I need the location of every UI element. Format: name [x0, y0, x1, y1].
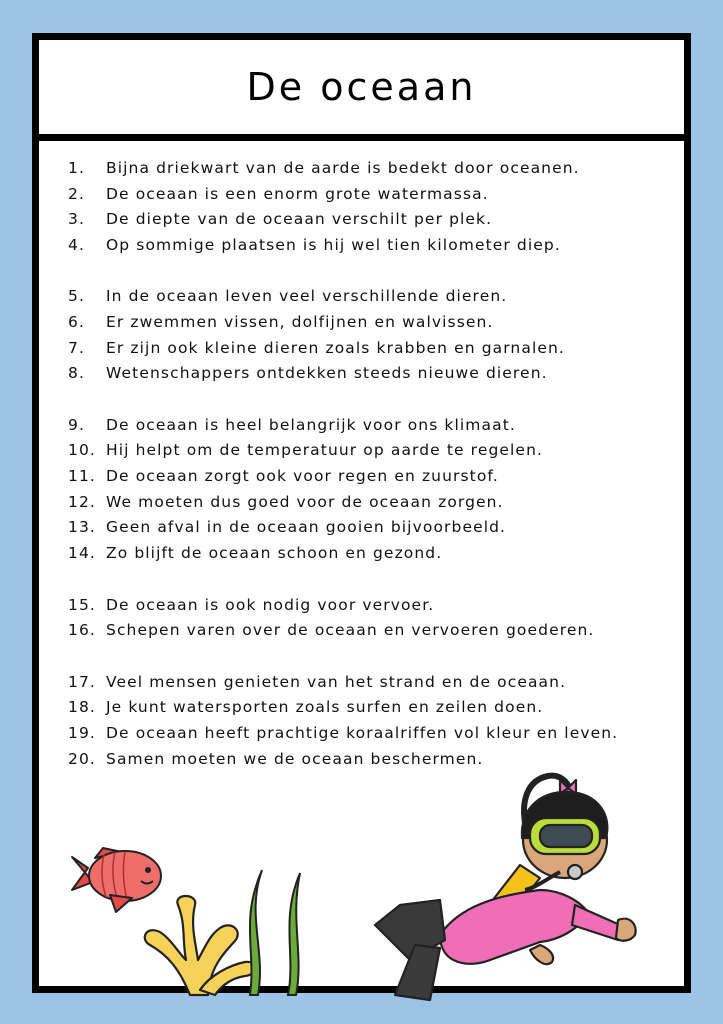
item-text: Je kunt watersporten zoals surfen en zeilen doen. [106, 698, 544, 717]
page-title: De oceaan [246, 65, 477, 109]
list-item [68, 463, 674, 489]
item-number: 3. [68, 210, 85, 229]
item-text: Er zwemmen vissen, dolfijnen en walvissen. [106, 312, 494, 331]
list-item [68, 746, 674, 772]
list-item [68, 361, 674, 387]
item-text: De diepte van de oceaan verschilt per plek. [106, 210, 493, 229]
item-text: Wetenschappers ontdekken steeds nieuwe dieren. [106, 364, 548, 383]
item-number: 1. [68, 158, 85, 177]
item-number: 14. [68, 544, 96, 563]
item-number: 5. [68, 287, 85, 306]
item-number: 9. [68, 415, 85, 434]
item-number: 12. [68, 492, 96, 511]
item-number: 16. [68, 621, 96, 640]
list-item [68, 232, 674, 258]
list-item [68, 412, 674, 438]
list-item [68, 283, 674, 309]
item-number: 10. [68, 441, 96, 460]
list-item [68, 694, 674, 720]
item-text: Schepen varen over de oceaan en vervoeren goederen. [106, 621, 595, 640]
item-text: Er zijn ook kleine dieren zoals krabben en garnalen. [106, 338, 565, 357]
item-text: In de oceaan leven veel verschillende dieren. [106, 287, 508, 306]
group-spacer [68, 643, 674, 669]
item-number: 2. [68, 184, 85, 203]
item-number: 19. [68, 723, 96, 742]
item-number: 15. [68, 595, 96, 614]
item-number: 4. [68, 235, 85, 254]
item-text: De oceaan zorgt ook voor regen en zuurstof. [106, 467, 499, 486]
item-text: Op sommige plaatsen is hij wel tien kilometer diep. [106, 235, 561, 254]
item-number: 18. [68, 698, 96, 717]
group-spacer [68, 258, 674, 284]
list-item [68, 489, 674, 515]
sentence-list [68, 155, 674, 772]
item-text: De oceaan is heel belangrijk voor ons klimaat. [106, 415, 516, 434]
list-item [68, 515, 674, 541]
item-text: Hij helpt om de temperatuur op aarde te regelen. [106, 441, 544, 460]
item-text: De oceaan heeft prachtige koraalriffen vol kleur en leven. [106, 723, 619, 742]
group-spacer [68, 566, 674, 592]
item-number: 7. [68, 338, 85, 357]
group-spacer [68, 386, 674, 412]
list-item [68, 181, 674, 207]
item-number: 6. [68, 312, 85, 331]
list-item [68, 155, 674, 181]
list-item [68, 438, 674, 464]
list-item [68, 206, 674, 232]
list-item [68, 540, 674, 566]
list-item [68, 309, 674, 335]
item-number: 11. [68, 467, 96, 486]
list-item [68, 669, 674, 695]
list-item [68, 335, 674, 361]
item-number: 20. [68, 749, 96, 768]
item-text: We moeten dus goed voor de oceaan zorgen. [106, 492, 504, 511]
item-text: Veel mensen genieten van het strand en de oceaan. [106, 672, 567, 691]
list-item [68, 592, 674, 618]
list-item [68, 617, 674, 643]
item-text: Zo blijft de oceaan schoon en gezond. [106, 544, 443, 563]
item-number: 8. [68, 364, 85, 383]
item-number: 13. [68, 518, 96, 537]
item-text: De oceaan is een enorm grote watermassa. [106, 184, 489, 203]
title-box [39, 40, 684, 141]
item-text: Bijna driekwart van de aarde is bedekt door oceanen. [106, 158, 580, 177]
item-text: De oceaan is ook nodig voor vervoer. [106, 595, 435, 614]
item-number: 17. [68, 672, 96, 691]
item-text: Samen moeten we de oceaan beschermen. [106, 749, 484, 768]
list-item [68, 720, 674, 746]
worksheet-frame [32, 33, 691, 993]
item-text: Geen afval in de oceaan gooien bijvoorbeeld. [106, 518, 507, 537]
